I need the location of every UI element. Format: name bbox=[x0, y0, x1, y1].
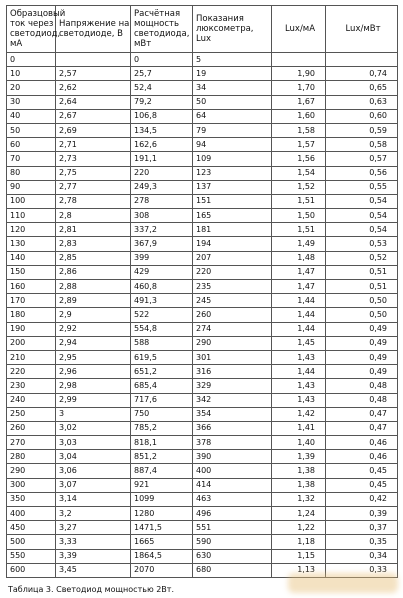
cell-power: 651,2 bbox=[131, 365, 193, 379]
cell-lux: 354 bbox=[193, 407, 272, 421]
cell-power: 191,1 bbox=[131, 152, 193, 166]
table-row bbox=[7, 379, 398, 393]
cell-lux: 137 bbox=[193, 180, 272, 194]
cell-power: 106,8 bbox=[131, 109, 193, 123]
cell-lux-per-mw: 0,33 bbox=[326, 563, 398, 577]
cell-current: 20 bbox=[7, 81, 56, 95]
cell-lux-per-mw: 0,54 bbox=[326, 223, 398, 237]
cell-current: 140 bbox=[7, 251, 56, 265]
cell-power: 278 bbox=[131, 194, 193, 208]
cell-power: 1665 bbox=[131, 535, 193, 549]
cell-voltage: 2,71 bbox=[56, 138, 131, 152]
cell-lux-per-ma: 1,45 bbox=[272, 336, 326, 350]
cell-power: 619,5 bbox=[131, 350, 193, 364]
cell-current: 0 bbox=[7, 53, 56, 67]
cell-lux-per-mw: 0,52 bbox=[326, 251, 398, 265]
cell-current: 550 bbox=[7, 549, 56, 563]
cell-current: 130 bbox=[7, 237, 56, 251]
cell-voltage: 3,04 bbox=[56, 450, 131, 464]
cell-power: 818,1 bbox=[131, 436, 193, 450]
cell-voltage: 3,45 bbox=[56, 563, 131, 577]
table-body bbox=[7, 53, 398, 578]
cell-lux: 496 bbox=[193, 507, 272, 521]
cell-current: 270 bbox=[7, 436, 56, 450]
cell-lux-per-mw: 0,34 bbox=[326, 549, 398, 563]
cell-power: 851,2 bbox=[131, 450, 193, 464]
cell-lux-per-ma: 1,51 bbox=[272, 223, 326, 237]
cell-lux-per-ma: 1,47 bbox=[272, 280, 326, 294]
header-lux-per-mw: Lux/мВт bbox=[326, 6, 398, 53]
cell-power: 79,2 bbox=[131, 95, 193, 109]
table-row bbox=[7, 478, 398, 492]
cell-lux-per-ma: 1,43 bbox=[272, 350, 326, 364]
cell-lux-per-mw bbox=[326, 53, 398, 67]
cell-current: 170 bbox=[7, 294, 56, 308]
cell-lux-per-ma: 1,51 bbox=[272, 194, 326, 208]
cell-voltage: 2,88 bbox=[56, 280, 131, 294]
cell-lux: 109 bbox=[193, 152, 272, 166]
cell-current: 30 bbox=[7, 95, 56, 109]
table-row bbox=[7, 180, 398, 194]
cell-power: 249,3 bbox=[131, 180, 193, 194]
cell-lux-per-mw: 0,47 bbox=[326, 421, 398, 435]
cell-lux: 79 bbox=[193, 123, 272, 137]
cell-lux-per-ma: 1,44 bbox=[272, 294, 326, 308]
cell-lux: 260 bbox=[193, 308, 272, 322]
table-row bbox=[7, 209, 398, 223]
cell-lux: 680 bbox=[193, 563, 272, 577]
table-row bbox=[7, 322, 398, 336]
cell-lux: 301 bbox=[193, 350, 272, 364]
cell-lux-per-ma: 1,41 bbox=[272, 421, 326, 435]
cell-current: 100 bbox=[7, 194, 56, 208]
cell-lux: 235 bbox=[193, 280, 272, 294]
watermark bbox=[288, 573, 398, 593]
cell-power: 1099 bbox=[131, 492, 193, 506]
table-row bbox=[7, 166, 398, 180]
table-row bbox=[7, 521, 398, 535]
table-row bbox=[7, 237, 398, 251]
cell-lux-per-ma bbox=[272, 53, 326, 67]
cell-lux: 194 bbox=[193, 237, 272, 251]
cell-lux: 151 bbox=[193, 194, 272, 208]
cell-lux: 414 bbox=[193, 478, 272, 492]
cell-voltage bbox=[56, 53, 131, 67]
cell-voltage: 3,39 bbox=[56, 549, 131, 563]
table-caption: Таблица 3. Светодиод мощностью 2Вт. bbox=[8, 585, 174, 594]
header-lux-per-ma: Lux/мА bbox=[272, 6, 326, 53]
cell-voltage: 2,8 bbox=[56, 209, 131, 223]
cell-lux-per-ma: 1,90 bbox=[272, 67, 326, 81]
cell-voltage: 2,92 bbox=[56, 322, 131, 336]
cell-lux-per-ma: 1,38 bbox=[272, 478, 326, 492]
cell-power: 367,9 bbox=[131, 237, 193, 251]
cell-voltage: 2,57 bbox=[56, 67, 131, 81]
cell-current: 500 bbox=[7, 535, 56, 549]
cell-current: 230 bbox=[7, 379, 56, 393]
table-row bbox=[7, 81, 398, 95]
cell-current: 250 bbox=[7, 407, 56, 421]
table-row bbox=[7, 194, 398, 208]
cell-lux-per-ma: 1,60 bbox=[272, 109, 326, 123]
cell-lux-per-ma: 1,40 bbox=[272, 436, 326, 450]
cell-lux-per-mw: 0,49 bbox=[326, 322, 398, 336]
cell-lux: 94 bbox=[193, 138, 272, 152]
cell-power: 491,3 bbox=[131, 294, 193, 308]
cell-lux: 181 bbox=[193, 223, 272, 237]
table-row bbox=[7, 53, 398, 67]
cell-lux-per-mw: 0,46 bbox=[326, 436, 398, 450]
cell-lux-per-mw: 0,35 bbox=[326, 535, 398, 549]
cell-current: 10 bbox=[7, 67, 56, 81]
cell-lux-per-mw: 0,63 bbox=[326, 95, 398, 109]
cell-power: 337,2 bbox=[131, 223, 193, 237]
cell-power: 2070 bbox=[131, 563, 193, 577]
cell-voltage: 2,81 bbox=[56, 223, 131, 237]
table-row bbox=[7, 336, 398, 350]
cell-lux-per-mw: 0,49 bbox=[326, 350, 398, 364]
cell-lux-per-mw: 0,65 bbox=[326, 81, 398, 95]
cell-lux-per-mw: 0,45 bbox=[326, 464, 398, 478]
cell-lux: 590 bbox=[193, 535, 272, 549]
cell-power: 399 bbox=[131, 251, 193, 265]
table-row bbox=[7, 421, 398, 435]
cell-lux-per-ma: 1,43 bbox=[272, 393, 326, 407]
cell-power: 588 bbox=[131, 336, 193, 350]
cell-lux-per-mw: 0,45 bbox=[326, 478, 398, 492]
cell-lux-per-mw: 0,74 bbox=[326, 67, 398, 81]
cell-lux: 123 bbox=[193, 166, 272, 180]
cell-lux-per-mw: 0,57 bbox=[326, 152, 398, 166]
cell-lux: 274 bbox=[193, 322, 272, 336]
cell-current: 90 bbox=[7, 180, 56, 194]
cell-power: 685,4 bbox=[131, 379, 193, 393]
table-row bbox=[7, 365, 398, 379]
cell-lux-per-ma: 1,57 bbox=[272, 138, 326, 152]
measurement-table bbox=[6, 5, 398, 578]
cell-power: 1864,5 bbox=[131, 549, 193, 563]
cell-power: 887,4 bbox=[131, 464, 193, 478]
cell-power: 717,6 bbox=[131, 393, 193, 407]
cell-lux-per-mw: 0,53 bbox=[326, 237, 398, 251]
table-row bbox=[7, 350, 398, 364]
table-row bbox=[7, 223, 398, 237]
cell-power: 134,5 bbox=[131, 123, 193, 137]
cell-lux-per-mw: 0,49 bbox=[326, 365, 398, 379]
cell-current: 110 bbox=[7, 209, 56, 223]
cell-voltage: 3,2 bbox=[56, 507, 131, 521]
cell-lux-per-mw: 0,50 bbox=[326, 294, 398, 308]
cell-lux: 50 bbox=[193, 95, 272, 109]
cell-lux: 64 bbox=[193, 109, 272, 123]
cell-lux-per-ma: 1,43 bbox=[272, 379, 326, 393]
cell-lux-per-mw: 0,54 bbox=[326, 194, 398, 208]
cell-current: 40 bbox=[7, 109, 56, 123]
cell-power: 785,2 bbox=[131, 421, 193, 435]
cell-lux: 34 bbox=[193, 81, 272, 95]
cell-voltage: 2,73 bbox=[56, 152, 131, 166]
cell-lux-per-mw: 0,46 bbox=[326, 450, 398, 464]
header-power: Расчётная мощность светодиода, мВт bbox=[131, 6, 193, 53]
cell-lux-per-ma: 1,58 bbox=[272, 123, 326, 137]
table-row bbox=[7, 535, 398, 549]
cell-lux: 463 bbox=[193, 492, 272, 506]
cell-lux-per-ma: 1,15 bbox=[272, 549, 326, 563]
cell-voltage: 2,62 bbox=[56, 81, 131, 95]
cell-power: 25,7 bbox=[131, 67, 193, 81]
cell-voltage: 2,78 bbox=[56, 194, 131, 208]
cell-lux-per-mw: 0,42 bbox=[326, 492, 398, 506]
cell-lux: 19 bbox=[193, 67, 272, 81]
cell-current: 290 bbox=[7, 464, 56, 478]
header-voltage: Напряжение на светодиоде, В bbox=[56, 6, 131, 53]
cell-voltage: 3,33 bbox=[56, 535, 131, 549]
cell-lux: 630 bbox=[193, 549, 272, 563]
cell-lux-per-ma: 1,24 bbox=[272, 507, 326, 521]
table-row bbox=[7, 407, 398, 421]
cell-lux: 290 bbox=[193, 336, 272, 350]
cell-current: 190 bbox=[7, 322, 56, 336]
table-row bbox=[7, 95, 398, 109]
cell-lux: 366 bbox=[193, 421, 272, 435]
cell-voltage: 2,83 bbox=[56, 237, 131, 251]
header-row bbox=[7, 6, 398, 53]
cell-power: 921 bbox=[131, 478, 193, 492]
cell-lux: 220 bbox=[193, 265, 272, 279]
cell-lux-per-ma: 1,44 bbox=[272, 308, 326, 322]
cell-voltage: 3,07 bbox=[56, 478, 131, 492]
cell-power: 52,4 bbox=[131, 81, 193, 95]
cell-lux-per-mw: 0,51 bbox=[326, 265, 398, 279]
table-row bbox=[7, 549, 398, 563]
cell-voltage: 2,86 bbox=[56, 265, 131, 279]
cell-current: 350 bbox=[7, 492, 56, 506]
cell-lux-per-mw: 0,55 bbox=[326, 180, 398, 194]
cell-current: 160 bbox=[7, 280, 56, 294]
cell-power: 1280 bbox=[131, 507, 193, 521]
cell-power: 220 bbox=[131, 166, 193, 180]
cell-current: 240 bbox=[7, 393, 56, 407]
cell-lux-per-mw: 0,37 bbox=[326, 521, 398, 535]
cell-voltage: 2,69 bbox=[56, 123, 131, 137]
cell-current: 200 bbox=[7, 336, 56, 350]
cell-lux-per-mw: 0,48 bbox=[326, 393, 398, 407]
table-row bbox=[7, 251, 398, 265]
cell-voltage: 2,75 bbox=[56, 166, 131, 180]
cell-lux-per-ma: 1,48 bbox=[272, 251, 326, 265]
cell-power: 429 bbox=[131, 265, 193, 279]
table-row bbox=[7, 294, 398, 308]
cell-lux-per-ma: 1,42 bbox=[272, 407, 326, 421]
cell-current: 280 bbox=[7, 450, 56, 464]
cell-lux-per-mw: 0,49 bbox=[326, 336, 398, 350]
cell-power: 522 bbox=[131, 308, 193, 322]
cell-power: 460,8 bbox=[131, 280, 193, 294]
cell-current: 600 bbox=[7, 563, 56, 577]
cell-lux-per-ma: 1,44 bbox=[272, 365, 326, 379]
cell-voltage: 2,94 bbox=[56, 336, 131, 350]
cell-current: 300 bbox=[7, 478, 56, 492]
cell-lux-per-ma: 1,52 bbox=[272, 180, 326, 194]
cell-lux: 207 bbox=[193, 251, 272, 265]
cell-lux-per-mw: 0,50 bbox=[326, 308, 398, 322]
cell-voltage: 2,9 bbox=[56, 308, 131, 322]
cell-lux: 551 bbox=[193, 521, 272, 535]
cell-lux-per-mw: 0,39 bbox=[326, 507, 398, 521]
cell-current: 120 bbox=[7, 223, 56, 237]
cell-lux-per-ma: 1,49 bbox=[272, 237, 326, 251]
cell-lux: 390 bbox=[193, 450, 272, 464]
table-row bbox=[7, 67, 398, 81]
cell-lux-per-ma: 1,50 bbox=[272, 209, 326, 223]
cell-lux-per-ma: 1,32 bbox=[272, 492, 326, 506]
table-row bbox=[7, 280, 398, 294]
table-row bbox=[7, 464, 398, 478]
cell-current: 260 bbox=[7, 421, 56, 435]
cell-lux: 316 bbox=[193, 365, 272, 379]
cell-voltage: 3,02 bbox=[56, 421, 131, 435]
cell-lux-per-mw: 0,47 bbox=[326, 407, 398, 421]
cell-power: 750 bbox=[131, 407, 193, 421]
cell-current: 50 bbox=[7, 123, 56, 137]
table-row bbox=[7, 393, 398, 407]
cell-lux-per-ma: 1,70 bbox=[272, 81, 326, 95]
table-row bbox=[7, 123, 398, 137]
cell-lux-per-mw: 0,60 bbox=[326, 109, 398, 123]
cell-voltage: 2,96 bbox=[56, 365, 131, 379]
cell-voltage: 2,99 bbox=[56, 393, 131, 407]
table-row bbox=[7, 450, 398, 464]
cell-lux: 165 bbox=[193, 209, 272, 223]
cell-voltage: 2,89 bbox=[56, 294, 131, 308]
table-row bbox=[7, 138, 398, 152]
cell-current: 400 bbox=[7, 507, 56, 521]
cell-voltage: 2,95 bbox=[56, 350, 131, 364]
cell-lux-per-mw: 0,58 bbox=[326, 138, 398, 152]
cell-lux-per-mw: 0,48 bbox=[326, 379, 398, 393]
cell-lux: 245 bbox=[193, 294, 272, 308]
cell-voltage: 3,14 bbox=[56, 492, 131, 506]
cell-power: 0 bbox=[131, 53, 193, 67]
table-row bbox=[7, 109, 398, 123]
cell-lux: 378 bbox=[193, 436, 272, 450]
cell-voltage: 3,27 bbox=[56, 521, 131, 535]
cell-lux-per-mw: 0,54 bbox=[326, 209, 398, 223]
table-row bbox=[7, 436, 398, 450]
cell-voltage: 2,64 bbox=[56, 95, 131, 109]
cell-lux-per-ma: 1,22 bbox=[272, 521, 326, 535]
cell-lux-per-ma: 1,39 bbox=[272, 450, 326, 464]
cell-current: 450 bbox=[7, 521, 56, 535]
cell-lux-per-ma: 1,38 bbox=[272, 464, 326, 478]
cell-lux-per-ma: 1,56 bbox=[272, 152, 326, 166]
cell-lux-per-mw: 0,56 bbox=[326, 166, 398, 180]
cell-lux: 400 bbox=[193, 464, 272, 478]
cell-voltage: 2,98 bbox=[56, 379, 131, 393]
cell-lux-per-mw: 0,59 bbox=[326, 123, 398, 137]
cell-voltage: 2,77 bbox=[56, 180, 131, 194]
cell-lux-per-ma: 1,47 bbox=[272, 265, 326, 279]
cell-current: 70 bbox=[7, 152, 56, 166]
cell-voltage: 2,67 bbox=[56, 109, 131, 123]
cell-current: 80 bbox=[7, 166, 56, 180]
cell-current: 220 bbox=[7, 365, 56, 379]
cell-lux: 5 bbox=[193, 53, 272, 67]
cell-lux: 342 bbox=[193, 393, 272, 407]
cell-power: 308 bbox=[131, 209, 193, 223]
cell-voltage: 3,06 bbox=[56, 464, 131, 478]
cell-lux-per-ma: 1,54 bbox=[272, 166, 326, 180]
cell-current: 60 bbox=[7, 138, 56, 152]
table-row bbox=[7, 492, 398, 506]
cell-lux-per-ma: 1,67 bbox=[272, 95, 326, 109]
cell-lux-per-mw: 0,51 bbox=[326, 280, 398, 294]
cell-voltage: 3,03 bbox=[56, 436, 131, 450]
table-row bbox=[7, 152, 398, 166]
cell-lux: 329 bbox=[193, 379, 272, 393]
cell-lux-per-ma: 1,44 bbox=[272, 322, 326, 336]
cell-voltage: 3 bbox=[56, 407, 131, 421]
header-lux: Показания люксометра, Lux bbox=[193, 6, 272, 53]
cell-power: 1471,5 bbox=[131, 521, 193, 535]
cell-lux-per-ma: 1,18 bbox=[272, 535, 326, 549]
cell-current: 150 bbox=[7, 265, 56, 279]
cell-lux-per-ma: 1,13 bbox=[272, 563, 326, 577]
cell-current: 180 bbox=[7, 308, 56, 322]
cell-power: 162,6 bbox=[131, 138, 193, 152]
table-row bbox=[7, 265, 398, 279]
table-row bbox=[7, 507, 398, 521]
cell-voltage: 2,85 bbox=[56, 251, 131, 265]
cell-power: 554,8 bbox=[131, 322, 193, 336]
table-row bbox=[7, 308, 398, 322]
cell-current: 210 bbox=[7, 350, 56, 364]
header-current: Образцовый ток через светодиод, мА bbox=[7, 6, 56, 53]
